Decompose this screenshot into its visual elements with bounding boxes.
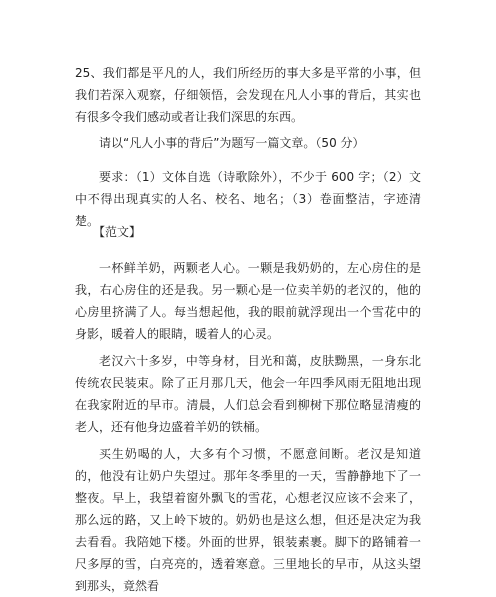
essay-paragraph-2: 老汉六十多岁，中等身材，目光和蔼，皮肤黝黑，一身东北传统农民装束。除了正月那几天，他会一年四季风雨无阻地出现在我家附近的早市。清晨，人们总会看到柳树下那位略显清瘦的老人，还有他身边盛着羊奶的铁桶。 [75,354,421,434]
question-requirements: 要求：（1）文体自选（诗歌除外），不少于 600 字；（2）文中不得出现真实的人名、校名、地名；（3）卷面整洁，字迹清楚。 [75,170,421,228]
question-prompt: 25、我们都是平凡的人，我们所经历的事大多是平常的小事，但我们若深入观察，仔细领悟，会发现在凡人小事的背后，其实也有很多令我们感动或者让我们深思的东西。 [75,66,421,124]
essay-heading: 【范文】 [93,225,142,239]
essay-paragraph-3: 买生奶喝的人，大多有个习惯，不愿意间断。老汉是知道的，他没有让奶户失望过。那年冬季里的一天，雪静静地下了一整夜。早上，我望着窗外飘飞的雪花，心想老汉应该不会来了，那么远的路，又上岭下坡的。奶奶也是这么想，但还是决定为我去看看。我陪她下楼。外面的世界，银装素裹。脚下的路铺着一尺多厚的雪，白亮亮的，透着寒意。三里地长的早市，从这头望到那头，竟然看 [75,447,421,593]
question-task: 请以“凡人小事的背后”为题写一篇文章。（50 分） [99,136,365,150]
essay-paragraph-1: 一杯鲜羊奶，两颗老人心。一颗是我奶奶的，左心房住的是我，右心房住的还是我。另一颗心是一位卖羊奶的老汉的，他的心房里挤满了人。每当想起他，我的眼前就浮现出一个雪花中的身影，暖着人的眼睛，暖着人的心灵。 [75,261,421,341]
